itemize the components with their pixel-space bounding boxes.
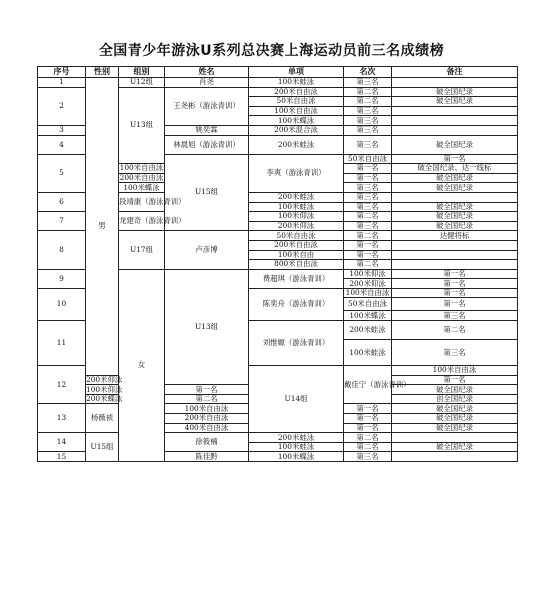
event-cell: 200米自由泳 (119, 173, 164, 183)
place-cell: 第一名 (344, 173, 392, 183)
event-cell: 200米自由泳 (165, 414, 249, 424)
seq-cell: 4 (38, 135, 86, 154)
event-cell: 200米仰泳 (344, 279, 392, 289)
note-cell (392, 192, 518, 202)
place-cell: 第一名 (344, 404, 392, 414)
name-cell: 陈佳黔 (165, 452, 249, 462)
note-cell: 达健将标 (392, 231, 518, 241)
place-cell: 第二名 (344, 87, 392, 97)
place-cell: 第二名 (344, 212, 392, 222)
place-cell: 第一名 (392, 269, 518, 279)
seq-cell: 12 (38, 366, 86, 404)
place-cell: 第三名 (392, 311, 518, 321)
place-cell: 第二名 (344, 97, 392, 107)
header-cell: 名次 (344, 67, 392, 78)
group-cell: U15组 (165, 154, 249, 231)
table-header-row (38, 67, 518, 78)
event-cell: 800米自由泳 (249, 260, 344, 270)
place-cell: 第二名 (165, 394, 249, 404)
event-cell: 100米自由泳 (344, 288, 392, 298)
name-cell: 王尧彬（游泳青训） (165, 87, 249, 125)
seq-cell: 9 (38, 269, 86, 288)
place-cell: 第一名 (392, 288, 518, 298)
seq-cell: 5 (38, 154, 86, 192)
name-cell: 林晨旭（游泳青训） (165, 135, 249, 154)
place-cell: 第三名 (344, 125, 392, 135)
note-cell (392, 125, 518, 135)
event-cell: 200米蛙泳 (344, 321, 392, 340)
seq-cell: 1 (38, 78, 86, 88)
seq-cell: 8 (38, 231, 86, 269)
header-cell: 备注 (392, 67, 518, 78)
name-cell: 陈奕舟（游泳青训） (249, 288, 344, 320)
seq-cell: 14 (38, 433, 86, 452)
note-cell (392, 452, 518, 462)
event-cell: 200米混合泳 (249, 125, 344, 135)
name-cell: 费超琪（游泳青训） (249, 269, 344, 288)
seq-cell: 10 (38, 288, 86, 320)
name-cell: 卢彦博 (165, 231, 249, 269)
place-cell: 第一名 (392, 154, 518, 164)
name-cell: 段靖康（游泳青训） (119, 192, 165, 211)
event-cell: 200米蛙泳 (249, 135, 344, 154)
event-cell: 200米蛙泳 (249, 192, 344, 202)
event-cell: 400米自由泳 (165, 423, 249, 433)
seq-cell: 2 (38, 87, 86, 125)
event-cell: 100米蝶泳 (119, 183, 165, 193)
note-cell (392, 260, 518, 270)
place-cell: 第一名 (392, 298, 518, 311)
event-cell: 100米蛙泳 (249, 202, 344, 212)
event-cell: 100米蝶泳 (249, 452, 344, 462)
group-cell: U17组 (119, 231, 165, 269)
event-cell: 100米自由泳 (119, 163, 164, 173)
place-cell: 第一名 (165, 385, 249, 395)
table-row (38, 433, 518, 443)
note-cell (392, 433, 518, 443)
note-cell: 破全国纪录 (392, 87, 518, 97)
header-cell: 姓名 (165, 67, 249, 78)
seq-cell: 6 (38, 192, 86, 211)
group-cell: U14组 (249, 366, 344, 433)
event-cell: 50米自由泳 (344, 298, 392, 311)
note-cell (392, 250, 518, 260)
note-cell: 破全国纪录 (392, 442, 518, 452)
name-cell: 肖尧 (165, 78, 249, 88)
note-cell: 破全国纪录 (392, 202, 518, 212)
place-cell: 第二名 (344, 442, 392, 452)
note-cell: 破全国纪录 (392, 221, 518, 231)
seq-cell: 7 (38, 212, 86, 231)
place-cell: 第三名 (344, 116, 392, 126)
page-title: 全国青少年游泳U系列总决赛上海运动员前三名成绩榜 (98, 43, 445, 59)
event-cell: 100米蝶泳 (249, 116, 344, 126)
place-cell: 第一名 (344, 250, 392, 260)
place-cell: 第一名 (392, 279, 518, 289)
event-cell: 100米自由泳 (392, 366, 518, 376)
name-cell: 李爽（游泳青训） (249, 154, 344, 192)
event-cell: 100米仰泳 (344, 269, 392, 279)
event-cell: 100米蝶泳 (344, 311, 392, 321)
header-cell: 组别 (119, 67, 165, 78)
event-cell: 200米仰泳 (249, 221, 344, 231)
group-cell: U13组 (165, 269, 249, 385)
group-cell: U12组 (119, 78, 165, 88)
place-cell: 第二名 (392, 321, 518, 340)
note-cell: 破全国纪录 (392, 183, 518, 193)
event-cell: 200米自由泳 (249, 240, 344, 250)
place-cell: 第三名 (344, 135, 392, 154)
note-cell: 破全国纪录 (392, 212, 518, 222)
name-cell: 姚奕霖 (165, 125, 249, 135)
note-cell (392, 116, 518, 126)
name-cell: 徐筱楠 (165, 433, 249, 452)
note-cell: 破全国纪录 (392, 404, 518, 414)
note-cell: 破全国纪录、达一线标 (392, 164, 518, 174)
note-cell (392, 240, 518, 250)
event-cell: 100米蛙泳 (249, 78, 344, 88)
event-cell: 100米仰泳 (249, 212, 344, 222)
place-cell: 第三名 (344, 106, 392, 116)
name-cell: 戴佳宁（游泳青训） (344, 366, 392, 404)
place-cell: 第三名 (344, 78, 392, 88)
note-cell: 创全国纪录 (392, 394, 518, 404)
name-cell: 刘惟嫄（游泳青训） (249, 321, 344, 366)
place-cell: 第三名 (392, 340, 518, 366)
event-cell: 200米蛙泳 (249, 433, 344, 443)
event-cell: 200米仰泳 (86, 374, 123, 384)
place-cell: 第一名 (344, 414, 392, 424)
gender-cell: 男 (86, 78, 119, 376)
group-cell: U13组 (119, 87, 165, 164)
name-cell: 杨薇祯 (86, 404, 119, 433)
note-cell: 破全国纪录 (392, 385, 518, 395)
note-cell: 破全国纪录 (392, 97, 518, 107)
event-cell: 100米蛙泳 (249, 442, 344, 452)
gender-cell: 女 (119, 269, 165, 461)
seq-cell: 15 (38, 452, 86, 462)
event-cell: 100米仰泳 (86, 384, 123, 394)
place-cell: 第三名 (344, 183, 392, 193)
header-cell: 序号 (38, 67, 86, 78)
name-cell: 龙建奇（游泳青训） (119, 212, 165, 231)
event-cell: 200米自由泳 (249, 87, 344, 97)
event-cell: 100米自由 (249, 250, 344, 260)
note-cell: 破全国纪录 (392, 173, 518, 183)
place-cell: 第一名 (344, 423, 392, 433)
event-cell: 50米自由泳 (249, 97, 344, 107)
place-cell: 第一名 (344, 164, 392, 174)
note-cell: 破全国纪录 (392, 423, 518, 433)
place-cell: 第一名 (392, 375, 518, 385)
seq-cell: 3 (38, 125, 86, 135)
seq-cell: 11 (38, 321, 86, 366)
header-cell: 单项 (249, 67, 344, 78)
event-cell: 200米蝶泳 (86, 394, 123, 404)
event-cell: 100米蛙泳 (344, 340, 392, 366)
note-cell (392, 106, 518, 116)
header-cell: 性别 (86, 67, 119, 78)
group-cell: U15组 (86, 433, 119, 462)
note-cell: 破全国纪录 (392, 414, 518, 424)
place-cell: 第三名 (344, 452, 392, 462)
place-cell: 第二名 (344, 231, 392, 241)
place-cell: 第三名 (344, 202, 392, 212)
seq-cell: 13 (38, 404, 86, 433)
event-cell: 50米自由泳 (344, 154, 392, 164)
table-row (38, 78, 518, 88)
results-table (37, 66, 518, 462)
event-cell: 100米自由泳 (249, 106, 344, 116)
event-cell: 100米自由泳 (165, 404, 249, 414)
place-cell: 第三名 (344, 192, 392, 202)
note-cell (392, 78, 518, 88)
place-cell: 第一名 (344, 240, 392, 250)
note-cell: 破全国纪录 (392, 135, 518, 154)
place-cell: 第二名 (344, 433, 392, 443)
place-cell: 第二名 (344, 260, 392, 270)
event-cell: 50米自由泳 (249, 231, 344, 241)
place-cell: 第三名 (344, 221, 392, 231)
